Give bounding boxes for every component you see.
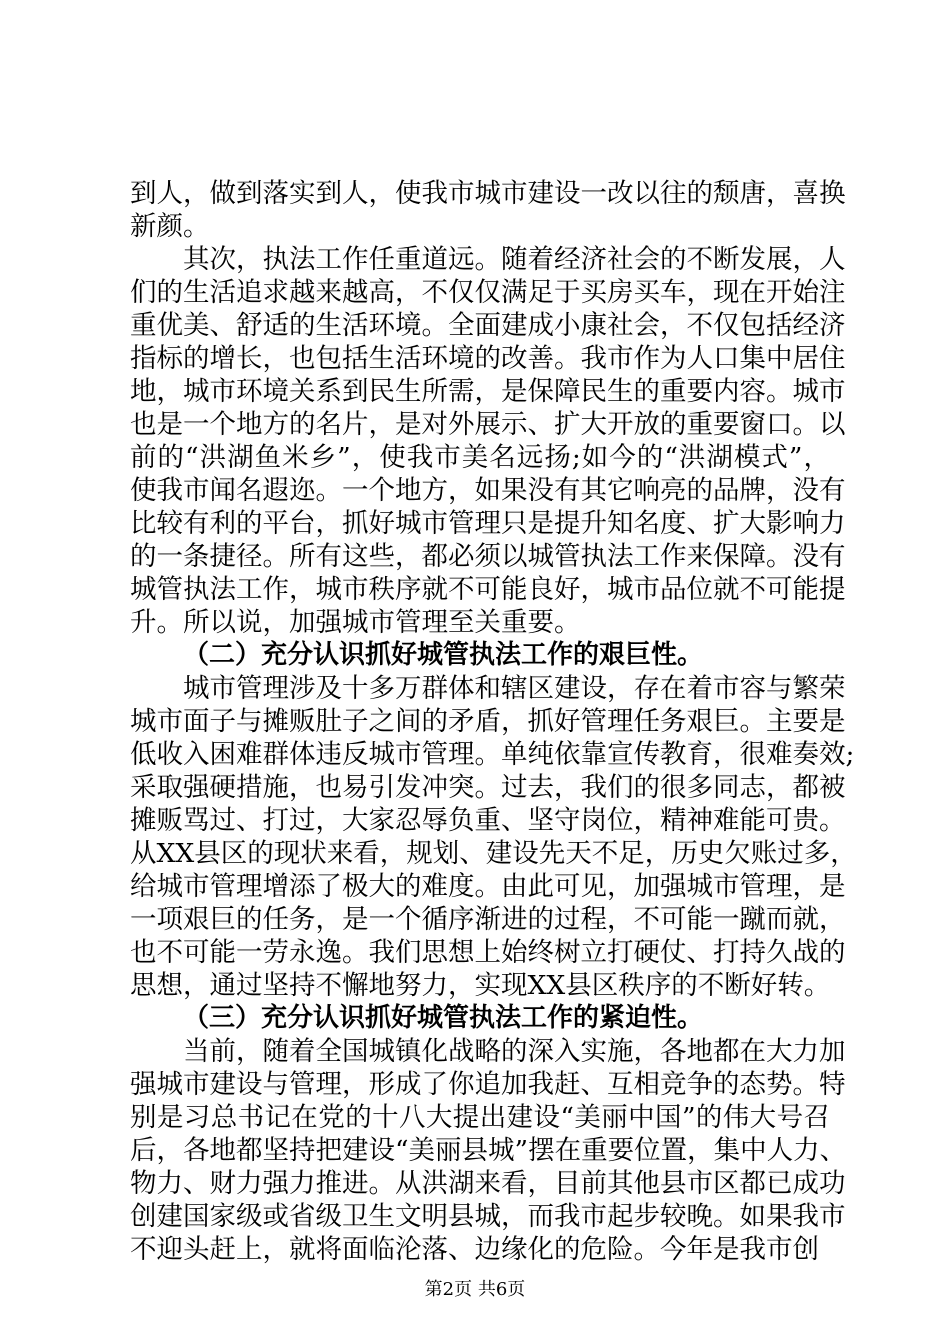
text-line: 使我市闻名遐迩。一个地方，如果没有其它响亮的品牌，没有: [130, 475, 846, 506]
text-line: 地，城市环境关系到民生所需，是保障民生的重要内容。城市: [130, 376, 846, 407]
text-line: 摊贩骂过、打过，大家忍辱负重、坚守岗位，精神难能可贵。: [130, 805, 846, 836]
text-line: 创建国家级或省级卫生文明县城，而我市起步较晚。如果我市: [130, 1201, 846, 1232]
text-line: 们的生活追求越来越高，不仅仅满足于买房买车，现在开始注: [130, 277, 846, 308]
text-line: 城市面子与摊贩肚子之间的矛盾，抓好管理任务艰巨。主要是: [130, 706, 846, 737]
text-line: 物力、财力强力推进。从洪湖来看，目前其他县市区都已成功: [130, 1168, 846, 1199]
text-line: 别是习总书记在党的十八大提出建设“美丽中国”的伟大号召: [130, 1102, 830, 1133]
text-line: 升。所以说，加强城市管理至关重要。: [130, 607, 581, 638]
text-line: 思想，通过坚持不懈地努力，实现XX县区秩序的不断好转。: [130, 970, 831, 1001]
text-line: 给城市管理增添了极大的难度。由此可见，加强城市管理，是: [130, 871, 846, 902]
text-line: 比较有利的平台，抓好城市管理只是提升知名度、扩大影响力: [130, 508, 846, 539]
text-line: 重优美、舒适的生活环境。全面建成小康社会，不仅包括经济: [130, 310, 846, 341]
text-line: 从XX县区的现状来看，规划、建设先天不足，历史欠账过多，: [130, 838, 857, 869]
text-line: 到人，做到落实到人，使我市城市建设一改以往的颓唐，喜换: [130, 178, 846, 209]
page-footer: 第2页 共6页: [424, 1279, 526, 1300]
text-line: 也是一个地方的名片，是对外展示、扩大开放的重要窗口。以: [130, 409, 846, 440]
text-line: 当前，随着全国城镇化战略的深入实施，各地都在大力加: [130, 1036, 846, 1067]
text-line: 城管执法工作，城市秩序就不可能良好，城市品位就不可能提: [130, 574, 846, 605]
text-line: 城市管理涉及十多万群体和辖区建设，存在着市容与繁荣: [130, 673, 846, 704]
text-line: 新颜。: [130, 211, 210, 242]
text-line: 不迎头赶上，就将面临沦落、边缘化的危险。今年是我市创: [130, 1234, 819, 1265]
text-line: 强城市建设与管理，形成了你追加我赶、互相竞争的态势。特: [130, 1069, 846, 1100]
section-heading: （二）充分认识抓好城管执法工作的艰巨性。: [183, 640, 704, 670]
text-line: 的一条捷径。所有这些，都必须以城管执法工作来保障。没有: [130, 541, 846, 572]
text-line: 其次，执法工作任重道远。随着经济社会的不断发展，人: [130, 244, 846, 275]
text-line: 也不可能一劳永逸。我们思想上始终树立打硬仗、打持久战的: [130, 937, 846, 968]
text-line: 后，各地都坚持把建设“美丽县城”摆在重要位置，集中人力、: [130, 1135, 847, 1166]
text-line: 采取强硬措施，也易引发冲突。过去，我们的很多同志，都被: [130, 772, 846, 803]
text-line: 一项艰巨的任务，是一个循序渐进的过程，不可能一蹴而就，: [130, 904, 846, 935]
text-line: 指标的增长，也包括生活环境的改善。我市作为人口集中居住: [130, 343, 846, 374]
text-line: 前的“洪湖鱼米乡”，使我市美名远扬;如今的“洪湖模式”，: [130, 442, 830, 473]
text-line: 低收入困难群体违反城市管理。单纯依靠宣传教育，很难奏效;: [130, 739, 855, 770]
section-heading: （三）充分认识抓好城管执法工作的紧迫性。: [183, 1003, 704, 1033]
